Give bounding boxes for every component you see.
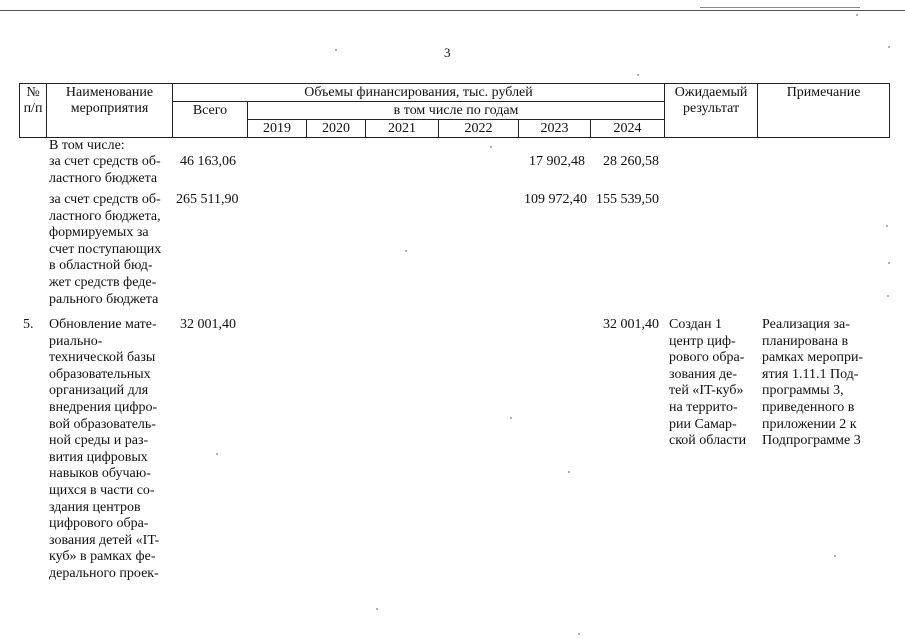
name-line: организаций для (49, 383, 149, 399)
name-line: образовательных (49, 366, 151, 382)
row-total: 265 511,90 (176, 192, 239, 207)
scan-speck (335, 49, 337, 51)
result-line: зования де- (669, 366, 738, 382)
page-top-rule-secondary (700, 7, 860, 8)
name-line: рального бюджета (49, 291, 159, 307)
note-line: приведенного в (762, 399, 855, 415)
header-year-2023: 2023 (519, 120, 591, 138)
header-num: № п/п (20, 84, 47, 138)
name-line: куб» в рамках фе- (49, 549, 156, 565)
row-name (49, 154, 173, 187)
name-line: вой образователь- (49, 416, 156, 432)
note-line: рамках меропри- (762, 350, 864, 366)
name-line: в областной бюд- (49, 258, 153, 274)
result-line: рии Самар- (669, 416, 737, 432)
row-2023: 17 902,48 (529, 154, 585, 169)
scan-speck (405, 250, 407, 252)
note-line: Реализация за- (762, 317, 850, 332)
scan-speck (887, 295, 889, 297)
page-top-rule (0, 10, 905, 11)
note-line: Подпрограмме 3 (762, 433, 861, 449)
funding-table-header (19, 83, 890, 138)
name-line: Обновление мате- (49, 317, 157, 332)
name-line: щихся в части со- (49, 482, 155, 498)
header-year-2022: 2022 (439, 120, 519, 138)
scan-speck (637, 74, 639, 76)
result-line: тей «IT-куб» (669, 383, 744, 399)
row-note (762, 317, 889, 450)
result-line: ской области (669, 433, 747, 449)
scan-speck (888, 46, 890, 48)
name-line: вития цифровых (49, 449, 148, 465)
row-2024: 32 001,40 (603, 317, 659, 332)
name-line: цифрового обра- (49, 516, 149, 532)
header-year-2020: 2020 (307, 120, 366, 138)
header-name: Наименование мероприятия (47, 84, 173, 138)
name-line: ной среды и раз- (49, 433, 149, 449)
result-line: центр циф- (669, 333, 736, 349)
result-line: рового обра- (669, 350, 745, 366)
result-line: Создан 1 (669, 317, 722, 332)
name-line: риально- (49, 333, 103, 349)
name-line: ластного бюджета, (49, 208, 161, 224)
scan-speck (578, 633, 580, 635)
scan-speck (888, 262, 890, 264)
header-year-2024: 2024 (591, 120, 665, 138)
header-year-2019: 2019 (248, 120, 307, 138)
row-total: 32 001,40 (180, 317, 236, 332)
note-line: планирована в (762, 333, 849, 349)
scan-speck (216, 453, 218, 455)
header-note: Примечание (758, 84, 890, 138)
scan-speck (376, 608, 378, 610)
header-result: Ожидаемый результат (665, 84, 758, 138)
scan-speck (568, 471, 570, 473)
name-line: за счет средств об- (49, 154, 161, 169)
note-line: ятия 1.11.1 Под- (762, 366, 859, 382)
scan-speck (490, 146, 492, 148)
name-line: жет средств феде- (49, 274, 157, 290)
header-total: Всего (173, 102, 248, 138)
page-number: 3 (444, 45, 451, 60)
name-line: навыков обучаю- (49, 466, 151, 482)
row-name (49, 192, 173, 308)
name-line: технической базы (49, 350, 156, 366)
name-line: ластного бюджета (49, 170, 158, 186)
header-by-year: в том числе по годам (248, 102, 665, 120)
row-result (669, 317, 759, 450)
scan-speck (834, 555, 836, 557)
note-line: программы 3, (762, 383, 844, 399)
name-line: формируемых за (49, 225, 149, 241)
note-line: приложении 2 к (762, 416, 857, 432)
scan-speck (510, 417, 512, 419)
name-line: за счет средств об- (49, 192, 161, 207)
row-name (49, 317, 171, 583)
result-line: на террито- (669, 399, 738, 415)
row-2023: 109 972,40 (524, 192, 587, 207)
row-name (49, 138, 173, 155)
header-year-2021: 2021 (366, 120, 439, 138)
row-total: 46 163,06 (180, 154, 236, 169)
row-num: 5. (23, 317, 34, 332)
header-funding: Объемы финансирования, тыс. рублей (173, 84, 665, 102)
row-2024: 28 260,58 (603, 154, 659, 169)
name-line: зования детей «IT- (49, 532, 160, 548)
name-line: внедрения цифро- (49, 399, 158, 415)
name-line: счет поступающих (49, 241, 162, 257)
row-2024: 155 539,50 (596, 192, 659, 207)
name-line: здания центров (49, 499, 141, 515)
name-line: В том числе: (49, 138, 125, 153)
scan-speck (886, 225, 888, 227)
scan-speck (856, 14, 858, 16)
name-line: дерального проек- (49, 565, 159, 581)
